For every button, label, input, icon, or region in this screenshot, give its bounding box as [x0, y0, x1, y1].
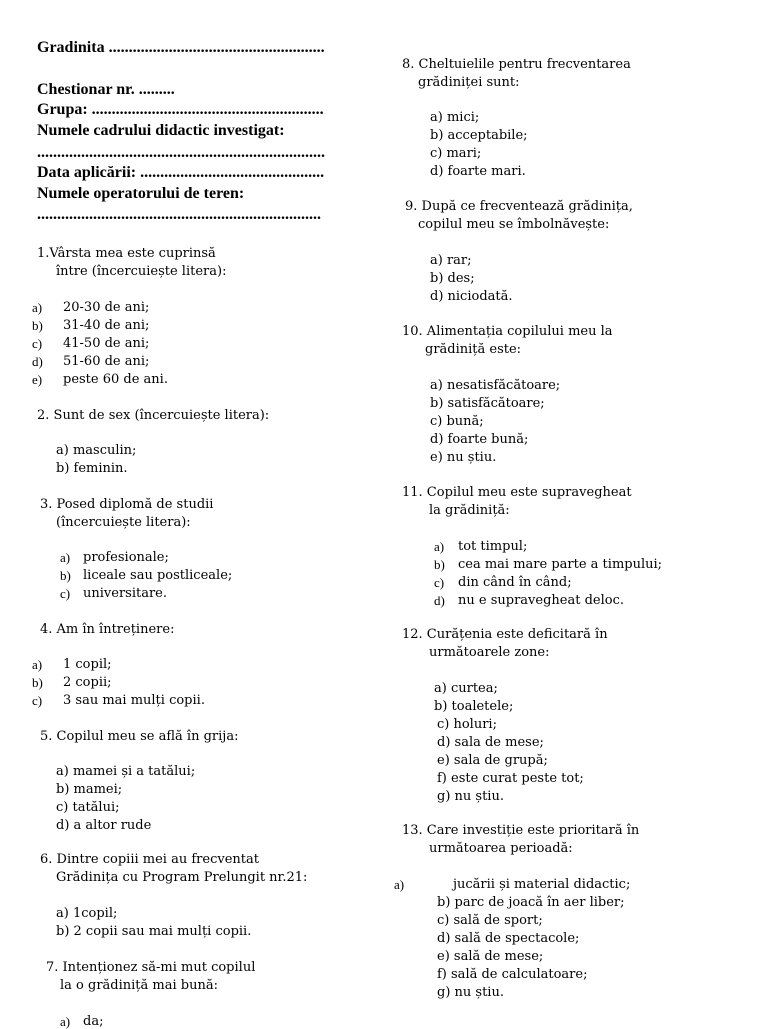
option-text: 31-40 de ani; [63, 318, 150, 333]
option-text: b) des; [430, 271, 475, 286]
header-operator: Numele operatorului de teren: [37, 185, 245, 202]
option-text: 41-50 de ani; [63, 336, 150, 351]
header-gradinita: Gradinita ...................................................... [37, 39, 325, 56]
option-text: jucării și material didactic; [453, 877, 631, 892]
question-6-subtitle: Grădinița cu Program Prelungit nr.21: [56, 870, 308, 885]
option-text: peste 60 de ani. [63, 372, 168, 387]
option-marker: a) [32, 657, 43, 672]
question-8-title: 8. Cheltuielile pentru frecventarea [402, 57, 631, 72]
question-1-subtitle: între (încercuiește litera): [56, 264, 227, 279]
option-marker: b) [60, 568, 71, 583]
option-text: 1 copil; [63, 657, 112, 672]
option-text: b) feminin. [56, 461, 128, 476]
option-text: d) a altor rude [56, 818, 152, 833]
option-text: c) bună; [430, 414, 484, 429]
option-text: b) mamei; [56, 782, 123, 797]
option-text: a) rar; [430, 253, 472, 268]
option-marker: a) [60, 1014, 71, 1029]
option-text: a) 1copil; [56, 906, 118, 921]
question-9-title: 9. După ce frecventează grădinița, [405, 199, 633, 214]
option-text: f) sală de calculatoare; [437, 967, 588, 982]
option-text: d) sala de mese; [437, 735, 544, 750]
option-text: c) holuri; [437, 717, 497, 732]
option-text: 20-30 de ani; [63, 300, 150, 315]
option-text: b) acceptabile; [430, 128, 528, 143]
option-marker: b) [434, 557, 445, 572]
question-10-subtitle: grădiniță este: [425, 342, 522, 357]
option-marker: a) [434, 539, 445, 554]
question-2-title: 2. Sunt de sex (încercuiește litera): [37, 408, 270, 423]
header-grupa: Grupa: .......................................................... [37, 101, 324, 118]
option-marker: e) [32, 372, 43, 387]
question-3-title: 3. Posed diplomă de studii [40, 497, 214, 512]
question-12-subtitle: următoarele zone: [429, 645, 550, 660]
option-text: 51-60 de ani; [63, 354, 150, 369]
option-marker: b) [32, 318, 43, 333]
option-text: 3 sau mai mulți copii. [63, 693, 205, 708]
option-text: b) toaletele; [434, 699, 514, 714]
option-marker: c) [434, 575, 445, 590]
option-text: profesionale; [83, 550, 169, 565]
option-text: e) sală de mese; [437, 949, 544, 964]
option-marker: a) [60, 550, 71, 565]
option-text: d) niciodată. [430, 289, 513, 304]
option-text: universitare. [83, 586, 167, 601]
question-10-title: 10. Alimentația copilului meu la [402, 324, 613, 339]
option-marker: a) [32, 300, 43, 315]
option-text: g) nu știu. [437, 985, 504, 1000]
question-5-title: 5. Copilul meu se află în grija: [40, 729, 239, 744]
option-text: a) mici; [430, 110, 480, 125]
question-13-title: 13. Care investiție este prioritară în [402, 823, 640, 838]
option-text: cea mai mare parte a timpului; [458, 557, 663, 572]
option-text: d) foarte mari. [430, 164, 526, 179]
option-marker: d) [434, 593, 445, 608]
question-7-subtitle: la o grădiniță mai bună: [60, 978, 218, 993]
option-text: a) mamei și a tatălui; [56, 764, 196, 779]
option-text: b) parc de joacă în aer liber; [437, 895, 625, 910]
header-chestionar: Chestionar nr. ......... [37, 81, 175, 98]
question-13-subtitle: următoarea perioadă: [429, 841, 573, 856]
option-text: c) tatălui; [56, 800, 120, 815]
question-1-title: 1.Vârsta mea este cuprinsă [37, 246, 216, 261]
question-11-subtitle: la grădiniță: [429, 503, 510, 518]
option-text: 2 copii; [63, 675, 112, 690]
option-text: din când în când; [458, 575, 572, 590]
option-text: a) curtea; [434, 681, 498, 696]
option-text: d) sală de spectacole; [437, 931, 580, 946]
question-12-title: 12. Curățenia este deficitară în [402, 627, 608, 642]
option-text: e) nu știu. [430, 450, 497, 465]
question-8-subtitle: grădiniței sunt: [418, 75, 520, 90]
option-marker: a) [394, 877, 405, 892]
question-6-title: 6. Dintre copiii mei au frecventat [40, 852, 259, 867]
header-dots-line: ....................................................................... [37, 206, 321, 223]
header-dots-line: ........................................................................ [37, 144, 325, 161]
option-text: g) nu știu. [437, 789, 504, 804]
option-text: a) nesatisfăcătoare; [430, 378, 561, 393]
option-marker: c) [60, 586, 71, 601]
option-marker: d) [32, 354, 43, 369]
header-data-aplicarii: Data aplicării: .............................................. [37, 164, 325, 181]
option-text: a) masculin; [56, 443, 137, 458]
question-9-subtitle: copilul meu se îmbolnăvește: [418, 217, 610, 232]
option-text: tot timpul; [458, 539, 528, 554]
option-text: b) 2 copii sau mai mulți copii. [56, 924, 252, 939]
option-marker: c) [32, 336, 43, 351]
option-marker: c) [32, 693, 43, 708]
option-marker: b) [32, 675, 43, 690]
option-text: liceale sau postliceale; [83, 568, 233, 583]
option-text: c) mari; [430, 146, 482, 161]
option-text: f) este curat peste tot; [437, 771, 584, 786]
option-text: da; [83, 1014, 104, 1029]
option-text: b) satisfăcătoare; [430, 396, 545, 411]
header-cadru-didactic: Numele cadrului didactic investigat: [37, 122, 285, 139]
question-7-title: 7. Intenționez să-mi mut copilul [46, 960, 256, 975]
question-11-title: 11. Copilul meu este supravegheat [402, 485, 632, 500]
option-text: c) sală de sport; [437, 913, 543, 928]
question-4-title: 4. Am în întreținere: [40, 622, 175, 637]
question-3-subtitle: (încercuiește litera): [56, 515, 191, 530]
option-text: d) foarte bună; [430, 432, 529, 447]
option-text: e) sala de grupă; [437, 753, 548, 768]
option-text: nu e supravegheat deloc. [458, 593, 624, 608]
